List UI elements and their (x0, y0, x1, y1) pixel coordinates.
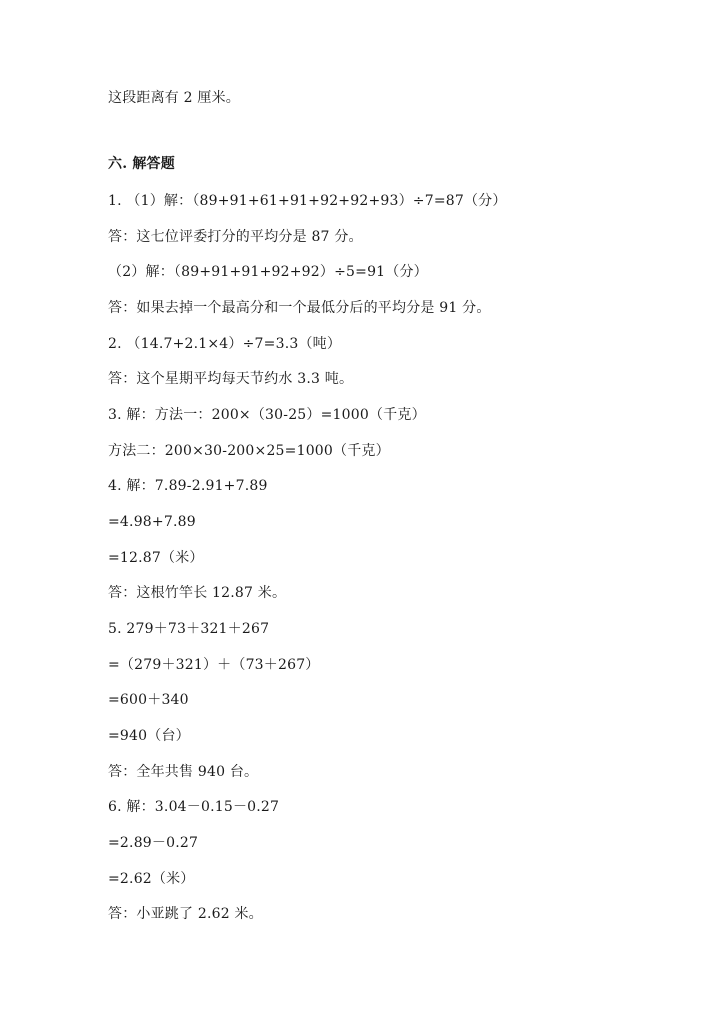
answer-line: =2.89－0.27 (108, 835, 199, 851)
answer-line: （2）解：（89+91+91+92+92）÷5=91（分） (108, 264, 428, 280)
answer-line: 答：这七位评委打分的平均分是 87 分。 (108, 229, 363, 245)
answer-line: =2.62（米） (108, 871, 195, 887)
answer-line: 答：这根竹竿长 12.87 米。 (108, 585, 287, 601)
section-heading: 六. 解答题 (108, 156, 175, 172)
answer-line: =940（台） (108, 728, 190, 744)
intro-line: 这段距离有 2 厘米。 (108, 90, 241, 106)
answer-line: 5. 279＋73＋321＋267 (108, 621, 270, 637)
answer-line: 1. （1）解：（89+91+61+91+92+92+93）÷7=87（分） (108, 193, 507, 209)
answer-line: =（279＋321）＋（73＋267） (108, 657, 320, 673)
answer-line: =600＋340 (108, 692, 189, 708)
answer-line: 答：小亚跳了 2.62 米。 (108, 906, 263, 922)
answer-line: =4.98+7.89 (108, 514, 196, 530)
answer-line: 4. 解：7.89-2.91+7.89 (108, 478, 268, 494)
answer-line: 6. 解：3.04－0.15－0.27 (108, 799, 280, 815)
answer-line: 方法二：200×30-200×25=1000（千克） (108, 443, 390, 459)
answer-line: 答：全年共售 940 台。 (108, 764, 259, 780)
answer-line: 2. （14.7+2.1×4）÷7=3.3（吨） (108, 336, 342, 352)
answer-line: 答：这个星期平均每天节约水 3.3 吨。 (108, 371, 354, 387)
answer-line: 3. 解：方法一：200×（30-25）=1000（千克） (108, 407, 426, 423)
answer-line: 答：如果去掉一个最高分和一个最低分后的平均分是 91 分。 (108, 300, 491, 316)
answer-line: =12.87（米） (108, 550, 204, 566)
